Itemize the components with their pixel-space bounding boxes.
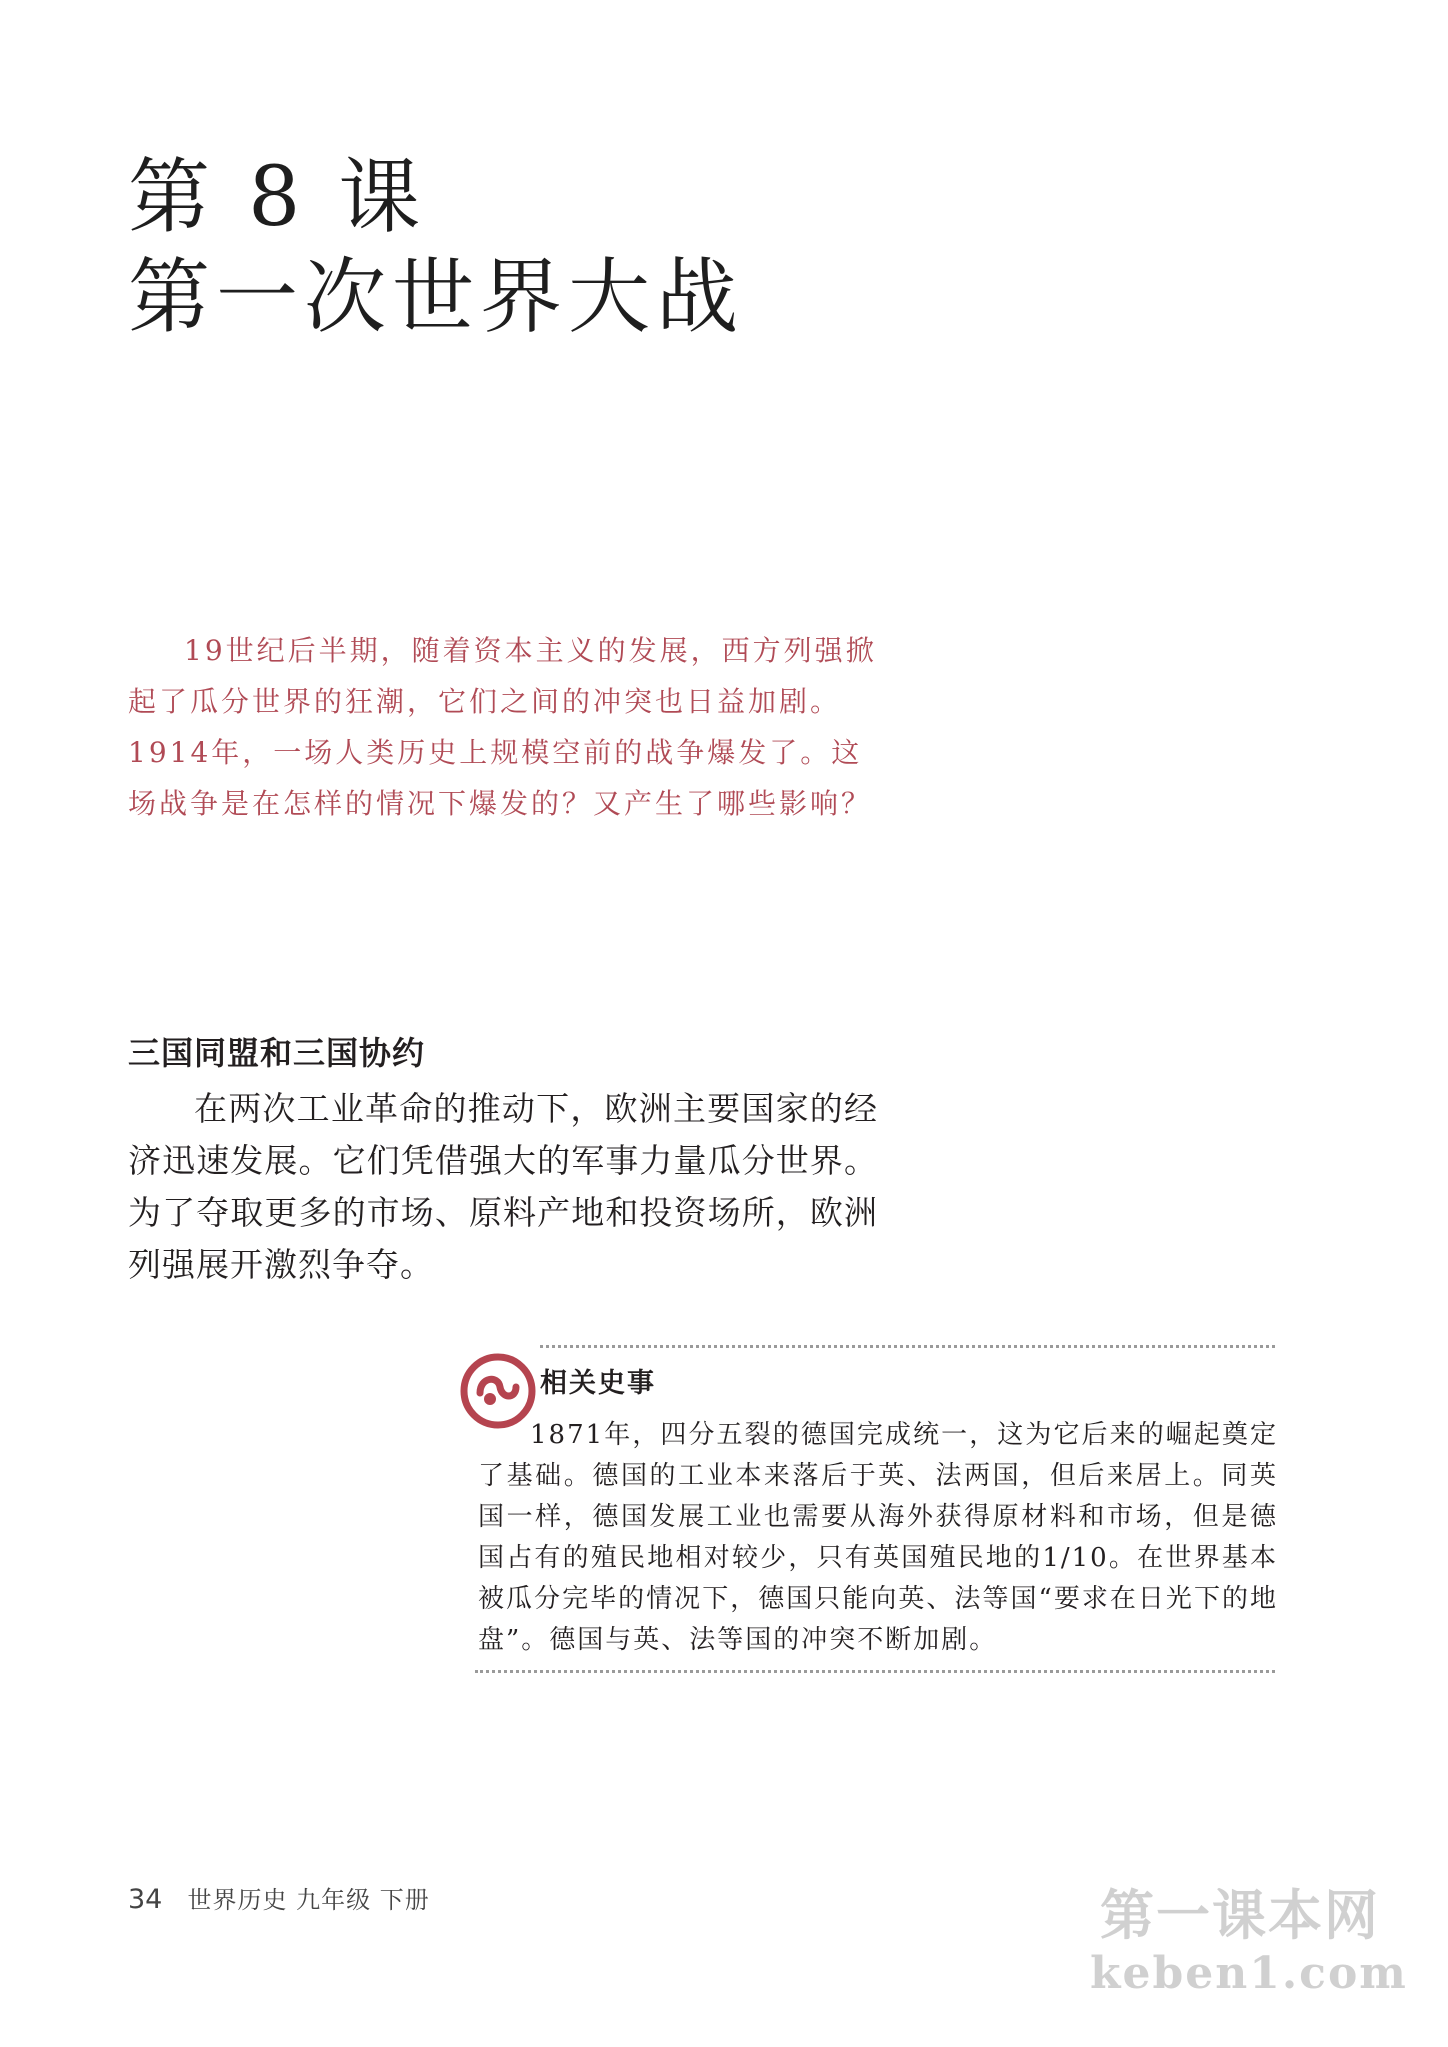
dotted-divider-top [540, 1345, 1275, 1348]
sidebar-paragraph: 1871年，四分五裂的德国完成统一，这为它后来的崛起奠定了基础。德国的工业本来落后于英、法两国，但后来居上。同英国一样，德国发展工业也需要从海外获得原材料和市场，但是德国占有的殖民地相对较少，只有英国殖民地的1/10。在世界基本被瓜分完毕的情况下，德国只能向英、法等国“要求在日光下的地盘”。德国与英、法等国的冲突不断加剧。 [478, 1420, 1278, 1655]
page-number: 34 [128, 1884, 163, 1915]
watermark-en: keben1.com [1090, 1948, 1408, 1999]
body-text [128, 1083, 878, 1291]
lesson-title: 第一次世界大战 [128, 250, 745, 345]
sidebar-title: 相关史事 [540, 1368, 656, 1399]
lesson-number: 第 8 课 [128, 150, 427, 245]
page-footer [128, 1880, 430, 1915]
intro-paragraph: 19世纪后半期，随着资本主义的发展，西方列强掀起了瓜分世界的狂潮，它们之间的冲突也日益加剧。1914年，一场人类历史上规模空前的战争爆发了。这场战争是在怎样的情况下爆发的？又产生了哪些影响？ [128, 634, 877, 820]
dotted-divider-bottom [475, 1670, 1275, 1673]
section-heading: 三国同盟和三国协约 [128, 1034, 426, 1072]
intro-block [128, 625, 878, 829]
book-title: 世界历史 九年级 下册 [187, 1886, 430, 1914]
watermark [1090, 1884, 1408, 2001]
body-paragraph: 在两次工业革命的推动下，欧洲主要国家的经济迅速发展。它们凭借强大的军事力量瓜分世界。为了夺取更多的市场、原料产地和投资场所，欧洲列强展开激烈争夺。 [128, 1089, 878, 1284]
sidebar-text [478, 1415, 1278, 1661]
watermark-cn: 第一课本网 [1100, 1884, 1380, 1947]
